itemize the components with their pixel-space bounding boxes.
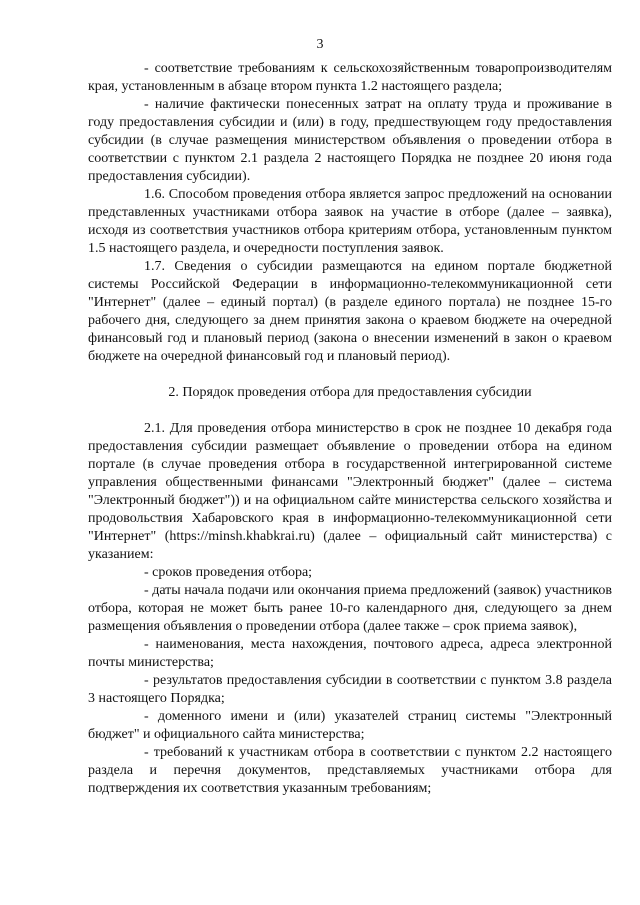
paragraph-1-6: 1.6. Способом проведения отбора является запрос предложений на основании представленных участниками отбора заявок на участие в отборе (далее – заявка), исходя из соответствия участников отбора критериям отбора, установленным пунктом 1.5 настоящего раздела, и очередности поступления заявок. (88, 187, 612, 256)
paragraph-criterion-costs: - наличие фактически понесенных затрат на оплату труда и проживание в году предоставления субсидии и (или) в году, предшествующем году предоставления субсидии (в случае размещения министерством объявления о проведении отбора в соответствии с пунктом 2.1 раздела 2 настоящего Порядка не позднее 20 июня года предоставления субсидии). (88, 97, 612, 184)
list-item-results: - результатов предоставления субсидии в соответствии с пунктом 3.8 раздела 3 настоящего Порядка; (88, 673, 612, 706)
page-number: 3 (316, 37, 324, 52)
list-item-ministry-address: - наименования, места нахождения, почтового адреса, адреса электронной почты министерства; (88, 637, 612, 670)
paragraph-2-1: 2.1. Для проведения отбора министерство в срок не позднее 10 декабря года предоставления субсидии размещает объявление о проведении отбора на едином портале (в случае проведения отбора в государственной интегрированной системе управления общественными финансами "Электронный бюджет" (далее – система "Электронный бюджет")) и на официальном сайте министерства сельского хозяйства и продовольствия Хабаровского края в информационно-телекоммуникационной сети "Интернет" (https://minsh.khabkrai.ru) (далее – официальный сайт министерства) с указанием: (88, 421, 612, 562)
section-heading: 2. Порядок проведения отбора для предоставления субсидии (168, 385, 532, 400)
list-item-participant-requirements: - требований к участникам отбора в соответствии с пунктом 2.2 настоящего раздела и перечня документов, представляемых участниками отбора для подтверждения их соответствия указанным требованиям; (88, 745, 612, 796)
document-body (88, 60, 612, 798)
list-item-dates: - даты начала подачи или окончания приема предложений (заявок) участников отбора, которая не может быть ранее 10-го календарного дня, следующего за днем размещения объявления о проведении отбора (далее также – срок приема заявок), (88, 583, 612, 634)
list-item-domain: - доменного имени и (или) указателей страниц системы "Электронный бюджет" и официального сайта министерства; (88, 709, 612, 742)
list-item-terms: - сроков проведения отбора; (144, 565, 313, 580)
paragraph-1-7: 1.7. Сведения о субсидии размещаются на едином портале бюджетной системы Российской Федерации в информационно-телекоммуникационной сети "Интернет" (далее – единый портал) (в разделе единого портала) не позднее 15-го рабочего дня, следующего за днем принятия закона о краевом бюджете на очередной финансовый год и плановый период (закона о внесении изменений в закон о краевом бюджете на очередной финансовый год и плановый период). (88, 259, 612, 364)
paragraph-criterion-requirements: - соответствие требованиям к сельскохозяйственным товаропроизводителям края, установленным в абзаце втором пункта 1.2 настоящего раздела; (88, 61, 612, 94)
